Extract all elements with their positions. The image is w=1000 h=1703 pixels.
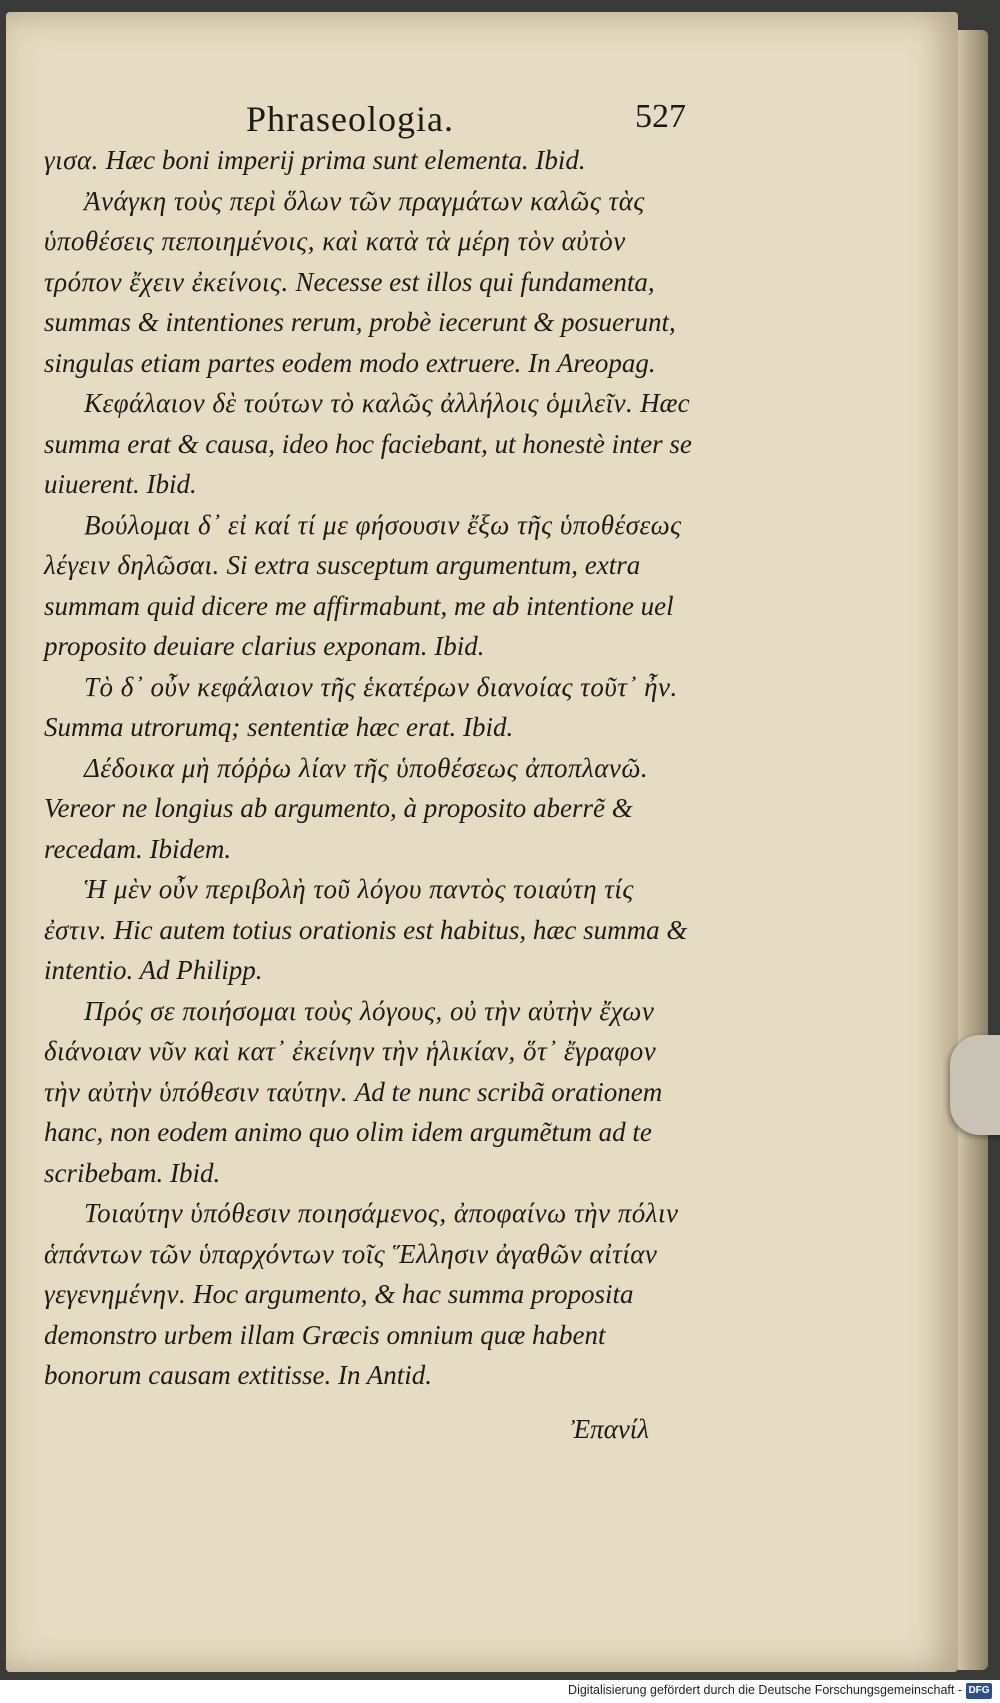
greek-text: Δέδοικα μὴ πόῤῥω λίαν τῆς ὑποθέσεως ἀποπλανῶ. xyxy=(84,752,649,783)
greek-text: Ἡ μὲν οὖν περιβολὴ τοῦ λόγου παντὸς τοιαύτη τίς ἐστιν. xyxy=(44,874,634,945)
paragraph xyxy=(44,1193,694,1396)
paragraph xyxy=(44,991,694,1194)
latin-text: Summa utrorumq; sententiæ hæc erat. Ibid. xyxy=(44,712,514,742)
greek-text: Τὸ δ᾽ οὖν κεφάλαιον τῆς ἑκατέρων διανοίας τοῦτ᾽ ἦν. xyxy=(84,671,678,702)
greek-text: Βούλομαι δ᾽ εἰ καί τί με φήσουσιν ἔξω τῆς ὑποθέσεως λέγειν δηλῶσαι. xyxy=(44,509,682,580)
paragraph xyxy=(44,383,694,505)
latin-text: Hæc summa erat & causa, ideo hoc faciebant, ut honestè inter se uiuerent. Ibid. xyxy=(44,388,692,499)
page-edge xyxy=(958,30,988,1670)
greek-text: Κεφάλαιον δὲ τούτων τὸ καλῶς ἀλλήλοις ὁμιλεῖν. xyxy=(84,388,634,418)
text-block xyxy=(44,140,694,1396)
latin-text: Hæc boni imperij prima sunt elementa. Ibid. xyxy=(105,145,586,175)
latin-text: Ad te nunc scribã orationem hanc, non eodem animo quo olim idem argumẽtum ad te scribebam. Ibid. xyxy=(44,1076,663,1188)
paragraph xyxy=(44,869,694,991)
greek-text: Τοιαύτην ὑπόθεσιν ποιησάμενος, ἀποφαίνω τὴν πόλιν ἁπάντων τῶν ὑπαρχόντων τοῖς Ἕλλησιν ἀγαθῶν αἰτίαν γεγενημένην. xyxy=(44,1198,679,1309)
latin-text: Hoc argumento, & hac summa proposita demonstro urbem illam Græcis omnium quæ habent bonorum causam extitisse. In Antid. xyxy=(44,1279,634,1390)
latin-text: Hic autem totius orationis est habitus, hæc summa & intentio. Ad Philipp. xyxy=(44,914,688,985)
greek-text: Πρός σε ποιήσομαι τοὺς λόγους, οὐ τὴν αὐτὴν ἔχων διάνοιαν νῦν καὶ κατ᾽ ἐκείνην τὴν ἡλικίαν, ὅτ᾽ ἔγραφον τὴν αὐτὴν ὑπόθεσιν ταύτην. xyxy=(44,995,657,1107)
book-page xyxy=(6,12,958,1672)
footer-credit: Digitalisierung gefördert durch die Deutsche Forschungsgemeinschaft - xyxy=(568,1683,962,1697)
greek-text: Ἀνάγκη τοὺς περὶ ὅλων τῶν πραγμάτων καλῶς τὰς ὑποθέσεις πεποιημένοις, καὶ κατὰ τὰ μέρη τὸν αὐτὸν τρόπον ἔχειν ἐκείνοις. xyxy=(44,185,645,297)
running-title: Phraseologia. xyxy=(246,99,454,139)
paragraph xyxy=(44,667,694,748)
page-number: 527 xyxy=(635,98,686,135)
digitization-footer xyxy=(0,1680,1000,1703)
latin-text: Necesse est illos qui fundamenta, summas & intentiones rerum, probè iecerunt & posuerunt, singulas etiam partes eodem modo extruere. In Areopag. xyxy=(44,266,676,378)
dfg-logo: DFG xyxy=(966,1683,992,1699)
paragraph xyxy=(44,505,694,667)
latin-text: Si extra susceptum argumentum, extra summam quid dicere me affirmabunt, me ab intentione uel proposito deuiare clarius exponam. Ibid. xyxy=(44,550,674,661)
latin-text: Vereor ne longius ab argumento, à proposito aberrẽ & recedam. Ibidem. xyxy=(44,793,633,864)
bookmark-tab xyxy=(950,1035,1000,1135)
greek-text: γισα. xyxy=(44,145,99,175)
paragraph xyxy=(44,140,694,181)
paragraph xyxy=(44,181,694,384)
paragraph xyxy=(44,748,694,870)
catchword: Ἐπανίλ xyxy=(571,1414,650,1444)
